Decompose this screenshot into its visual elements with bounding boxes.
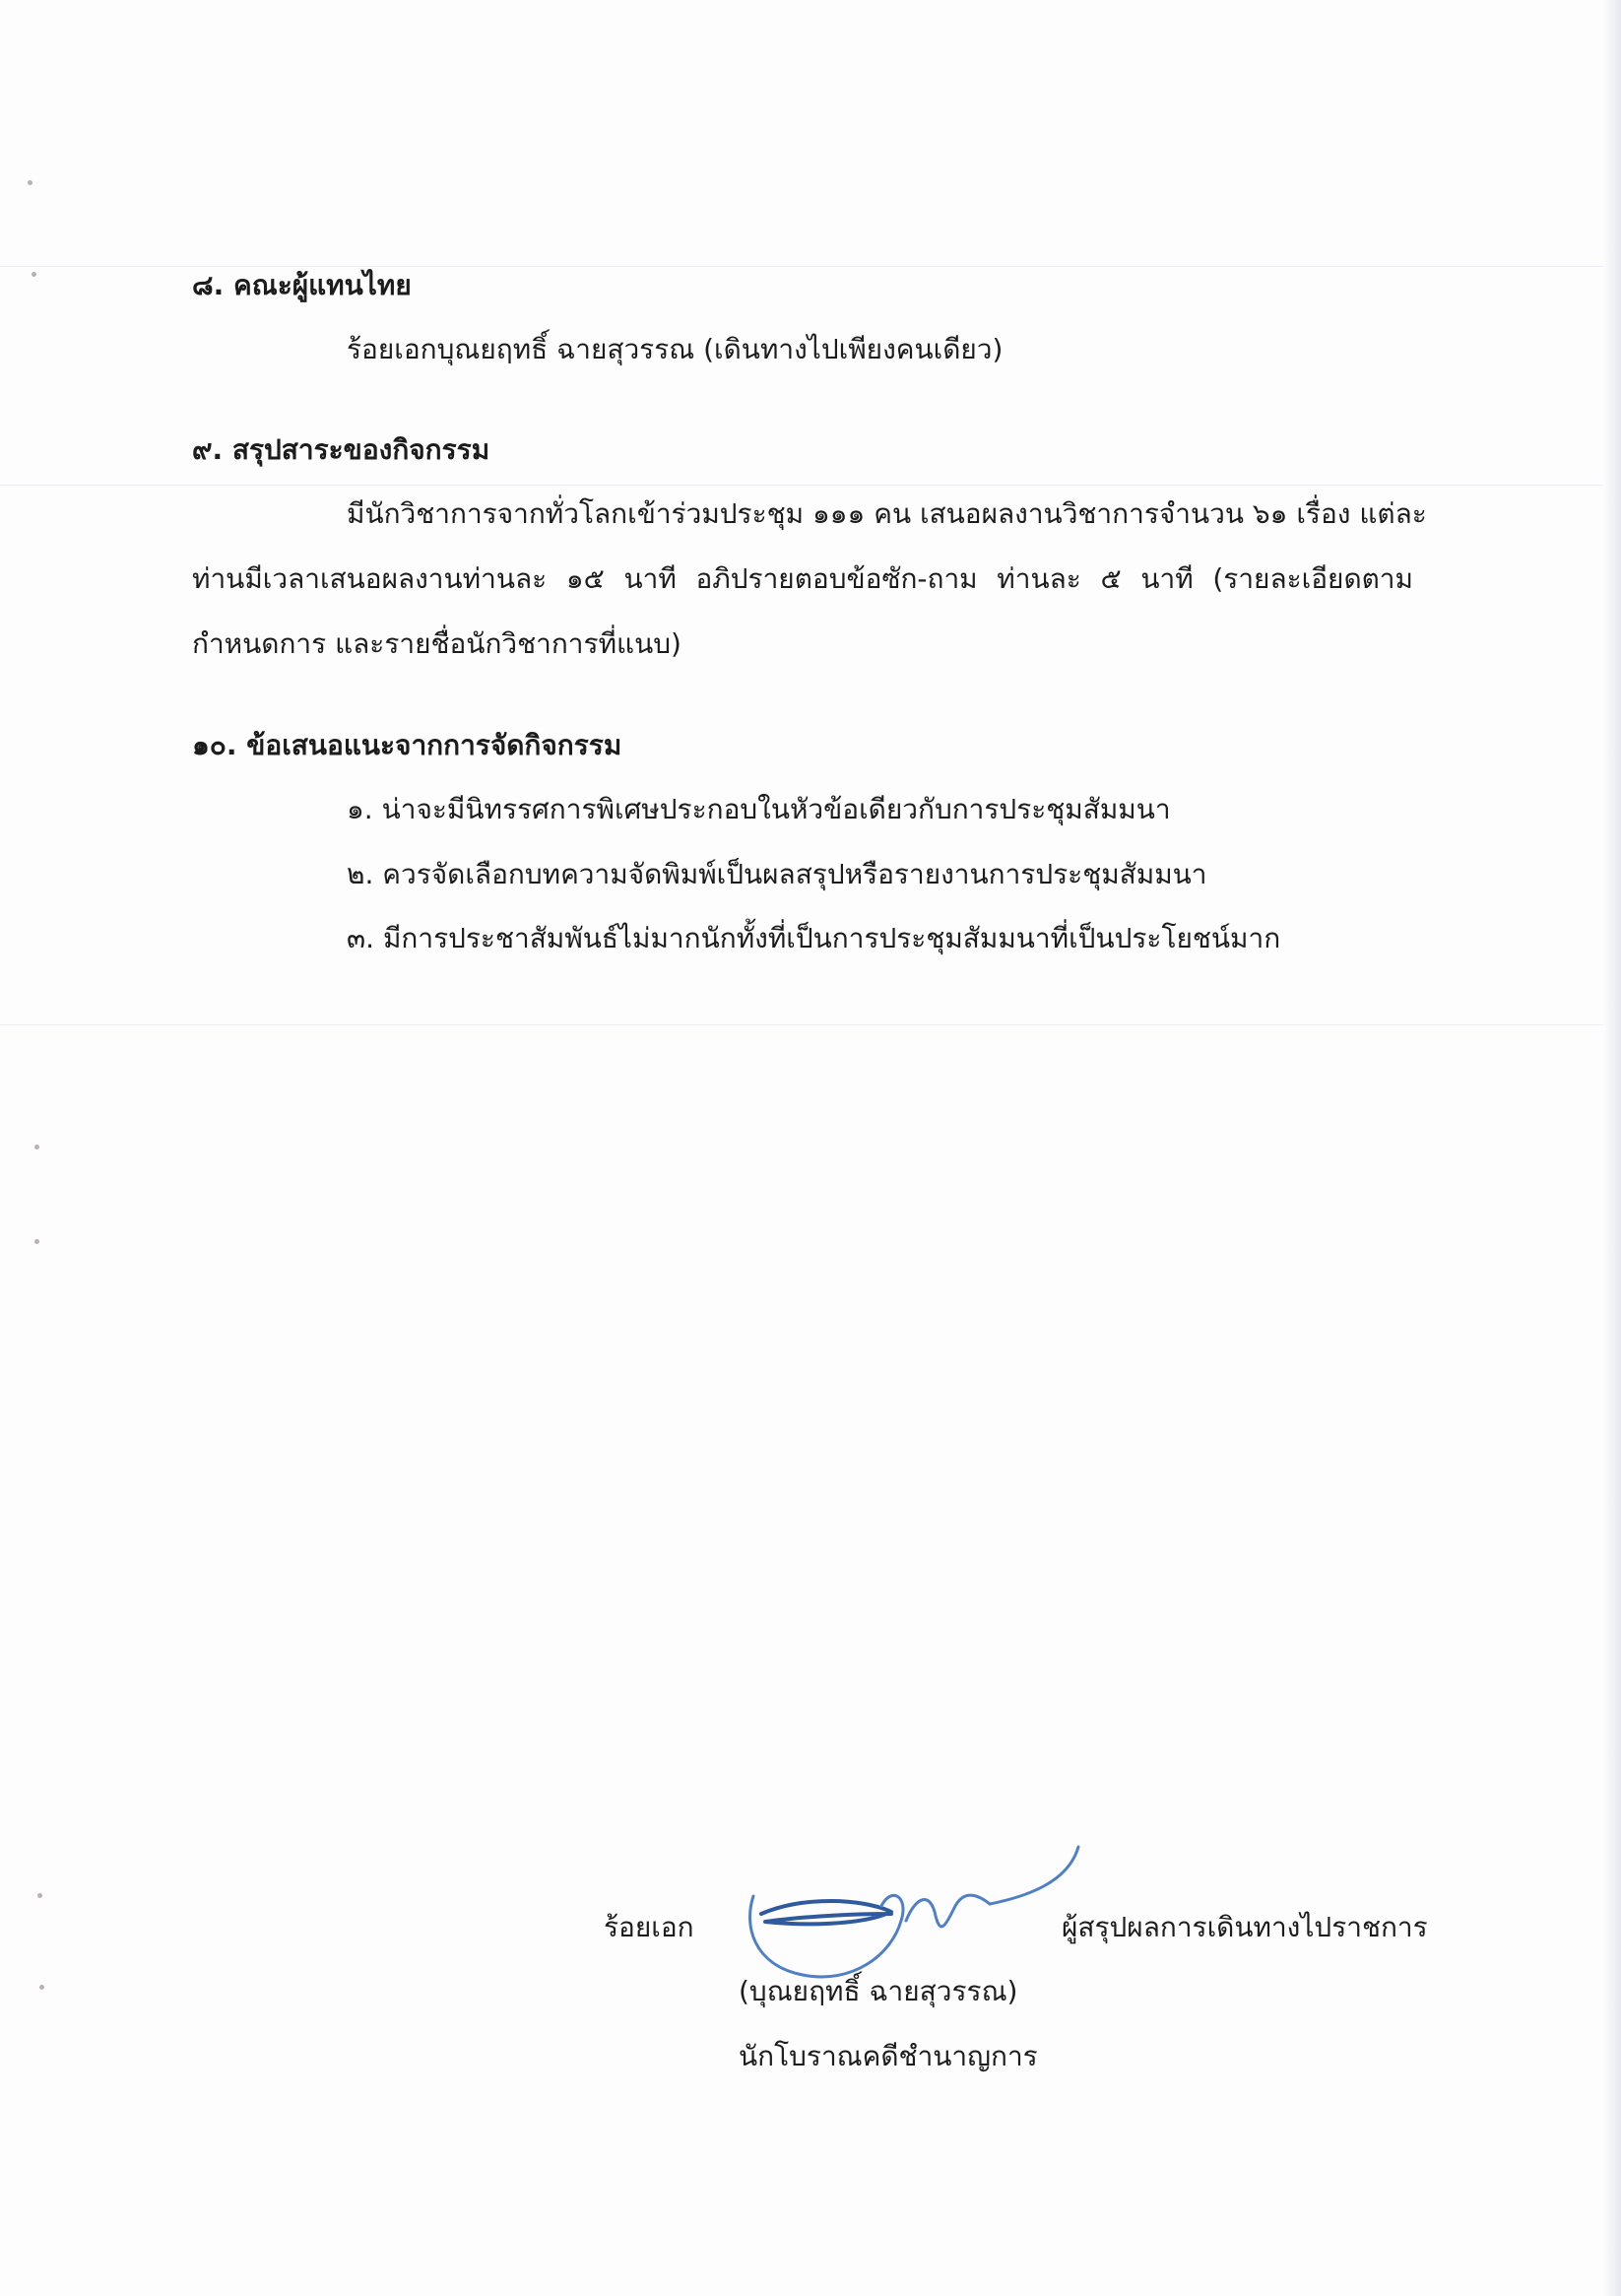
signature-role: ผู้สรุปผลการเดินทางไปราชการ <box>1062 1911 1428 1943</box>
scan-fold-line <box>0 1024 1603 1025</box>
scan-speck <box>32 272 36 277</box>
section-10-heading: ๑๐. ข้อเสนอแนะจากการจัดกิจกรรม <box>192 729 622 761</box>
section-9-line-3: กำหนดการ และรายชื่อนักวิชาการที่แนบ) <box>192 627 681 660</box>
scan-speck <box>34 1239 39 1244</box>
section-10-item-2: ๒. ควรจัดเลือกบทความจัดพิมพ์เป็นผลสรุปหรือรายงานการประชุมสัมมนา <box>347 858 1207 890</box>
scan-speck <box>28 180 32 185</box>
section-9-line-2: ท่านมีเวลาเสนอผลงานท่านละ ๑๕ นาที อภิปรายตอบข้อซัก-ถาม ท่านละ ๕ นาที (รายละเอียดตาม <box>192 562 1413 595</box>
section-8-heading: ๘. คณะผู้แทนไทย <box>192 269 412 301</box>
scan-speck <box>39 1985 44 1990</box>
scan-speck <box>34 1145 39 1149</box>
section-10-item-3: ๓. มีการประชาสัมพันธ์ไม่มากนักทั้งที่เป็นการประชุมสัมมนาที่เป็นประโยชน์มาก <box>347 922 1281 954</box>
section-10-item-1: ๑. น่าจะมีนิทรรศการพิเศษประกอบในหัวข้อเดียวกับการประชุมสัมมนา <box>347 793 1171 825</box>
section-8-member: ร้อยเอกบุณยฤทธิ์ ฉายสุวรรณ (เดินทางไปเพียงคนเดียว) <box>347 333 1004 365</box>
section-9-heading: ๙. สรุปสาระของกิจกรรม <box>192 433 490 466</box>
scan-speck <box>37 1893 42 1898</box>
page-edge-shadow <box>1603 0 1621 2296</box>
scan-fold-line <box>0 485 1603 486</box>
signature-name: (บุณยฤทธิ์ ฉายสุวรรณ) <box>739 1975 1018 2007</box>
section-9-line-1: มีนักวิชาการจากทั่วโลกเข้าร่วมประชุม ๑๑๑ คน เสนอผลงานวิชาการจำนวน ๖๑ เรื่อง แต่ละ <box>347 497 1427 530</box>
signature-rank: ร้อยเอก <box>604 1911 694 1943</box>
signature-position: นักโบราณคดีชำนาญการ <box>739 2040 1038 2072</box>
